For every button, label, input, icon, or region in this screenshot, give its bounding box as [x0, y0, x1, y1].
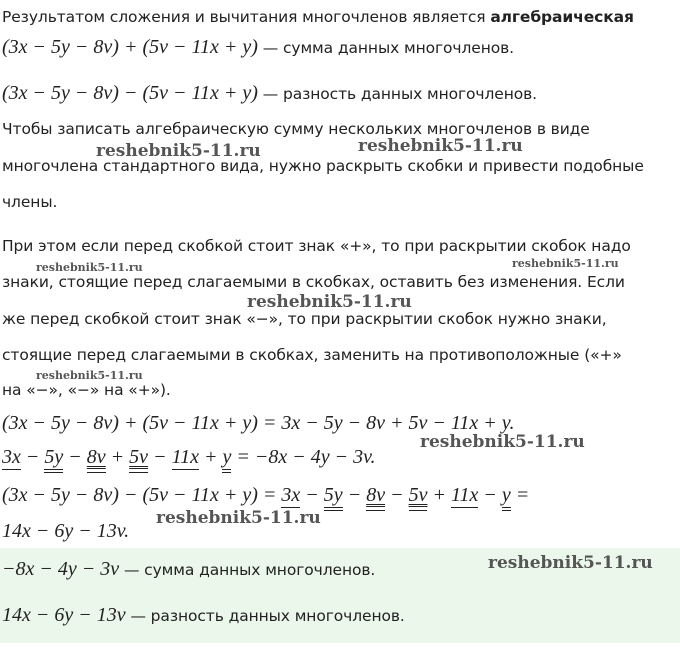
term-double-underlined: 5y — [324, 484, 343, 511]
watermark: reshebnik5-11.ru — [512, 257, 619, 270]
summary-sum-expression: −8x − 4y − 3v — [2, 558, 120, 580]
term-underlined: 11x — [450, 484, 479, 506]
summary-difference-expression: 14x − 6y − 13v — [2, 604, 126, 626]
sum-expansion: (3x − 5y − 8v) + (5v − 11x + y) = 3x − 5y − 8v + 5v − 11x + y. — [2, 412, 515, 434]
summary-sum — [2, 558, 375, 581]
difference-definition — [2, 82, 537, 105]
difference-expression: (3x − 5y − 8v) − (5v − 11x + y) — [2, 82, 258, 104]
intro-paragraph — [2, 8, 634, 26]
term-double-underlined: 5y — [44, 446, 63, 473]
sum-like-terms — [2, 446, 376, 469]
operator: + — [105, 446, 130, 468]
rule2-line2: знаки, стоящие перед слагаемыми в скобках, оставить без изменения. Если — [2, 273, 625, 291]
watermark: reshebnik5-11.ru — [96, 141, 261, 161]
rule2-line5: на «−», «−» на «+»). — [2, 381, 171, 399]
operator: − — [20, 446, 45, 468]
summary-sum-label: — сумма данных многочленов. — [119, 561, 376, 579]
sum-result: = −8x − 4y − 3v. — [231, 446, 376, 468]
watermark: reshebnik5-11.ru — [247, 292, 412, 312]
summary-difference — [2, 604, 405, 627]
term-underlined: 3x — [2, 446, 21, 468]
sum-label: — сумма данных многочленов. — [257, 39, 515, 57]
sum-definition — [2, 36, 514, 59]
term-underlined: 11x — [171, 446, 199, 468]
rule1-line1: Чтобы записать алгебраическую сумму нескольких многочленов в виде — [2, 120, 590, 138]
operator: − — [385, 484, 409, 506]
operator: + — [427, 484, 451, 506]
operator: − — [300, 484, 324, 506]
watermark: reshebnik5-11.ru — [156, 508, 321, 528]
difference-result: 14x − 6y − 13v. — [2, 520, 130, 542]
watermark: reshebnik5-11.ru — [36, 261, 143, 274]
difference-expansion — [2, 484, 529, 507]
term-triple-underlined: 5v — [129, 446, 148, 473]
difference-label: — разность данных многочленов. — [257, 85, 538, 103]
watermark: reshebnik5-11.ru — [36, 369, 143, 382]
rule1-line3: члены. — [2, 193, 58, 211]
watermark: reshebnik5-11.ru — [420, 432, 585, 452]
term-triple-underlined: 5v — [409, 484, 428, 511]
operator: = — [510, 484, 530, 506]
operator: − — [148, 446, 172, 468]
term-double-underlined: y — [502, 484, 511, 511]
difference-expansion-left: (3x − 5y − 8v) − (5v − 11x + y) = — [2, 484, 282, 506]
operator: − — [63, 446, 87, 468]
sum-expression: (3x − 5y − 8v) + (5v − 11x + y) — [2, 36, 258, 58]
term-triple-underlined: 8v — [366, 484, 385, 511]
intro-text: Результатом сложения и вычитания многочленов является — [2, 8, 491, 26]
rule2-line3: же перед скобкой стоит знак «−», то при раскрытии скобок нужно знаки, — [2, 310, 607, 328]
watermark: reshebnik5-11.ru — [488, 553, 653, 573]
term-underlined: 3x — [281, 484, 301, 506]
rule1-line2: многочлена стандартного вида, нужно раскрыть скобки и привести подобные — [2, 157, 644, 175]
rule2-line4: стоящие перед слагаемыми в скобках, заменить на противоположные («+» — [2, 346, 622, 364]
intro-bold: алгебраическая — [490, 8, 634, 26]
operator: + — [198, 446, 223, 468]
summary-difference-label: — разность данных многочленов. — [125, 607, 405, 625]
operator: − — [342, 484, 367, 506]
operator: − — [478, 484, 502, 506]
watermark: reshebnik5-11.ru — [358, 136, 523, 156]
term-triple-underlined: 8v — [87, 446, 106, 473]
rule2-line1: При этом если перед скобкой стоит знак «+», то при раскрытии скобок надо — [2, 237, 631, 255]
term-double-underlined: y — [222, 446, 231, 473]
